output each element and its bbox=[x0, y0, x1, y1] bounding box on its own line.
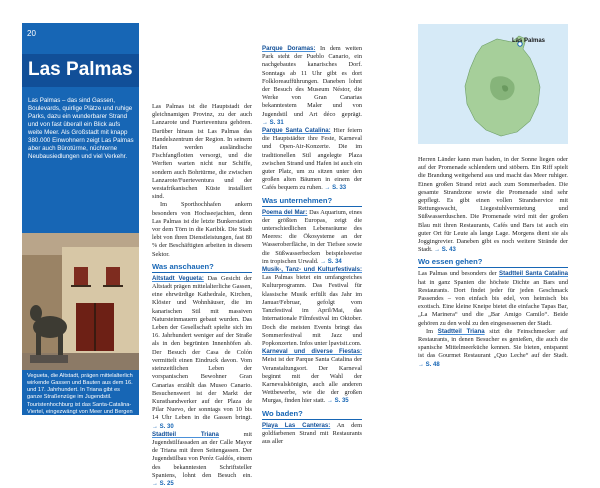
entry-title: Stadtteil Santa Catalina bbox=[499, 270, 568, 278]
page-reference-link[interactable]: → S. 48 bbox=[418, 361, 440, 368]
entry-title: Playa Las Canteras: bbox=[262, 421, 331, 429]
page-reference-link[interactable]: → S. 31 bbox=[262, 119, 284, 126]
page-reference-link[interactable]: → S. 30 bbox=[152, 423, 174, 430]
page-title: Las Palmas bbox=[28, 59, 133, 80]
column-2 bbox=[262, 45, 362, 446]
entry-text: Las Palmas bietet ein umfangreiches Kulturprogramm. Das Festival für klassische Musik erfüllt das Jahr im Januar/Februar, gefolgt vom Tanzfestival im April/Mai, das Internationale Filmfestival im Oktober. Doch die meisten Events bringt das Sommerfestival mit Jazz und Popkonzerten. Infos unter lpavisit.com. bbox=[262, 274, 362, 347]
page-reference-link[interactable]: → S. 25 bbox=[152, 480, 174, 487]
entry-title: Musik-, Tanz- und Kulturfestivals: bbox=[262, 266, 362, 274]
intro-paragraph-2: Im Sporthochhafen ankern besonders von Hochseejachten, denn Las Palmas ist die letzte Bunkerstation vor dem Törn in die Karibik. Die Stadt lebt von ihren Dienstleistungen, fast 80 % der Beschäftigten arbeiten in diesem Sektor. bbox=[152, 201, 252, 258]
entry-santa-catalina-food bbox=[418, 270, 568, 327]
entry-festivals bbox=[262, 266, 362, 348]
entry-triana-food bbox=[418, 328, 568, 369]
heading-rule bbox=[418, 267, 568, 268]
heading-rule bbox=[262, 206, 362, 207]
entry-title: Altstadt Vegueta: bbox=[152, 274, 204, 282]
entry-stadtteil-triana bbox=[152, 431, 252, 488]
photo-caption: Vegueta, die Altstadt, prägen mittelalterlich wirkende Gassen und Bauten aus dem 16. und 17. Jahrhundert. In Triana gibt es ganze Straßenzüge im Jugendstil. Touristenhochburg ist das Santa-Catalina-Viertel, eingezwängt von Meer und Bergen zwischen dem Strand von Las Canteras im Westen und dem Hafen im Osten. bbox=[27, 373, 134, 430]
entry-text: Das Aquarium, eines der größten Europas, zeigt die unterschiedlichen Lebensräume des Meeres: die Ökosysteme an der Wasseroberfläche, in der Tiefsee sowie die Süßwasserbecken beispielsweise im tropischen Urwald. bbox=[262, 208, 362, 265]
entry-poema-del-mar bbox=[262, 209, 362, 266]
page-number: 20 bbox=[27, 29, 36, 38]
entry-altstadt-vegueta bbox=[152, 275, 252, 431]
page-reference-link[interactable]: → S. 43 bbox=[434, 247, 456, 254]
map-city-label: Las Palmas bbox=[512, 38, 546, 44]
entry-text: Das Gesicht der Altstadt prägen mittelalterliche Gassen, eine ehrwürdige Kathedrale, Kirchen, Klöster und Wohnhäuser, die im kanarischen Stil mit massiven Natursteinmauern gebaut wurden. Das Leben der Gesellschaft spielte sich im 16. Jahrhundert weniger auf der Straße als in den begrünten Innenhöfen ab. Der Besuch der Casa de Colón vermittelt einen Eindruck davon. Vom steinzeitlichen Leben der vorspanischen Bewohner Gran Canarias erzählt das Museo Canario. Besuchenswert ist der Markt der Kunsthandwerker auf der Plaza de Pilar Nuevo, der sonntags von 10 bis 14 Uhr Leben in die Gassen bringt. bbox=[152, 274, 252, 422]
entry-title: Stadtteil Triana bbox=[152, 430, 219, 438]
entry-text: An dem goldfarbenen Strand mit Restaurants aus aller bbox=[262, 421, 363, 445]
locator-map bbox=[418, 24, 568, 144]
entry-parque-santa-catalina bbox=[262, 127, 362, 193]
entry-text: mit Jugendstilfassaden an der Calle Mayor de Triana mit ihren Seitengassen. Der Jugendstilbau von Peréz Galdós, einem des bekanntesten Schriftsteller Spaniens, lohnt den Besuch ein. bbox=[152, 430, 252, 479]
section-heading-where-to-eat: Wo essen gehen? bbox=[418, 257, 483, 267]
heading-rule bbox=[262, 419, 362, 420]
intro-paragraph: Las Palmas ist die Hauptstadt der gleichnamigen Provinz, zu der auch Lanzarote und Fuerteventura gehören. Darüber hinaus ist Las Palmas das Handelszentrum der Region. In seinem Hafen werden ausländische Fischfangflotten versorgt, und die Werften warten nicht nur Schiffe, sondern auch Bohrtürme, die zwischen Lanzarote/Fuerteventura und der westafrikanischen Küste installiert sind. bbox=[152, 103, 252, 201]
gran-canaria-map bbox=[418, 24, 568, 144]
page-reference-link[interactable]: → S. 33 bbox=[324, 185, 347, 192]
section-heading-what-to-see: Was anschauen? bbox=[152, 261, 214, 271]
column-3 bbox=[418, 156, 568, 369]
beach-paragraph bbox=[418, 156, 568, 254]
entry-title: Karneval und diverse Fiestas: bbox=[262, 348, 362, 356]
entry-title: Stadtteil Triana bbox=[437, 327, 485, 335]
entry-text: In dem weiten Park steht der Pueblo Canario, ein nachgebautes kanarisches Dorf. Sonntags ab 11 Uhr gibt es dort Folkloreaufführungen. Daneben lohnt der Besuch des Museum Néstor, die Werke von Gran Canarias bekanntestem Maler und von Jugendstil und Art déco geprägt. bbox=[262, 45, 362, 118]
entry-karneval bbox=[262, 348, 362, 405]
entry-text: Hier feiern die Hauptstädter ihre Feste, Karneval und Open-Air-Konzerte. Die im traditionellen Stil angelegte Plaza zwischen Strand und Hafen ist auch ein guter Platz, um zu sitzen unter den großen alten Bäumen in einem der Cafés bequem zu ruhen. bbox=[262, 127, 362, 192]
paragraph-text: Im bbox=[426, 327, 438, 335]
title-banner bbox=[22, 54, 139, 87]
paragraph-text: Herren Länder kann man baden, in der Sonne liegen oder auf der Promenade schlendern und stöbern. Ein Riff spielt die Brandung weitgehend aus und macht das Meer ruhiger. Einen großen Strand reizt auch zum Sommerbaden. Die gesamte Strandzone sowie die Promenade sind sehr gepflegt. Es gibt einen vollen Strandservice mit Rettungswacht, Liegestuhlvermietung und Süßwasserduschen. Die Promenade wird mit der großen Blau mit ihren Restaurants, Cafés und Bars ist auch ein guter Ort für Leute als lange Lage. Morgens dient sie als Joggingrevier. Daneben gibt es noch weitere Strände der Stadt. bbox=[418, 156, 568, 254]
paragraph-text: Las Palmas und besonders der bbox=[418, 270, 499, 278]
section-heading-where-to-swim: Wo baden? bbox=[262, 408, 303, 418]
page-reference-link[interactable]: → S. 35 bbox=[326, 398, 349, 405]
entry-text: Meist ist der Parque Santa Catalina der Veranstaltungsort. Der Karneval beginnt mit der Wahl der Karnevalskönigin, auch alle anderen Wettbewerbe, wie die der großen Murgas, finden hier statt. bbox=[262, 356, 362, 405]
vegueta-street-photo bbox=[22, 233, 139, 370]
entry-title: Parque Santa Catalina: bbox=[262, 127, 331, 135]
heading-rule bbox=[152, 272, 252, 273]
sidebar bbox=[22, 23, 139, 430]
paragraph-text: hat in ganz Spanien die höchste Dichte an Bars und Restaurants. Dort findet jeder für jeden Geschmack Passendes – von einfach bis edel, von heimisch bis exotisch. Eine kleine Kneipe bietet die einfache Tapas Bar, „La Marinera“ und die „Bar Amigo Camilo“. Beide gehören zu den wohl zu den eingesessenen der Stadt. bbox=[418, 278, 568, 327]
section-heading-what-to-do: Was unternehmen? bbox=[262, 195, 333, 205]
entry-title: Poema del Mar: bbox=[262, 208, 308, 216]
sidebar-intro: Las Palmas – das sind Gassen, Boulevards, quirlige Plätze und ruhige Parks, dazu ein wunderbarer Strand und von fast überall ein Blick aufs weite Meer. Als Großstadt mit knapp 380.000 Einwohnern zeigt Las Palmas aber auch Bürotürme, nüchterne Neubausiedlungen und viel Verkehr. bbox=[28, 97, 134, 161]
page-reference-link[interactable]: → S. 34 bbox=[320, 258, 342, 265]
entry-playa-las-canteras bbox=[262, 422, 362, 447]
column-1 bbox=[152, 103, 252, 488]
paragraph-text: sitzt die Feinschmecker auf Restaurants, in denen Besucher es genießen, die auch die spanische Mittelmeerküche kennen. Sie bieten, entspannt ist das Gourmet Restaurant „Quo Leche“ auf der Stadt. bbox=[418, 327, 569, 360]
entry-parque-doramas bbox=[262, 45, 362, 127]
entry-title: Parque Doramas: bbox=[262, 45, 316, 52]
